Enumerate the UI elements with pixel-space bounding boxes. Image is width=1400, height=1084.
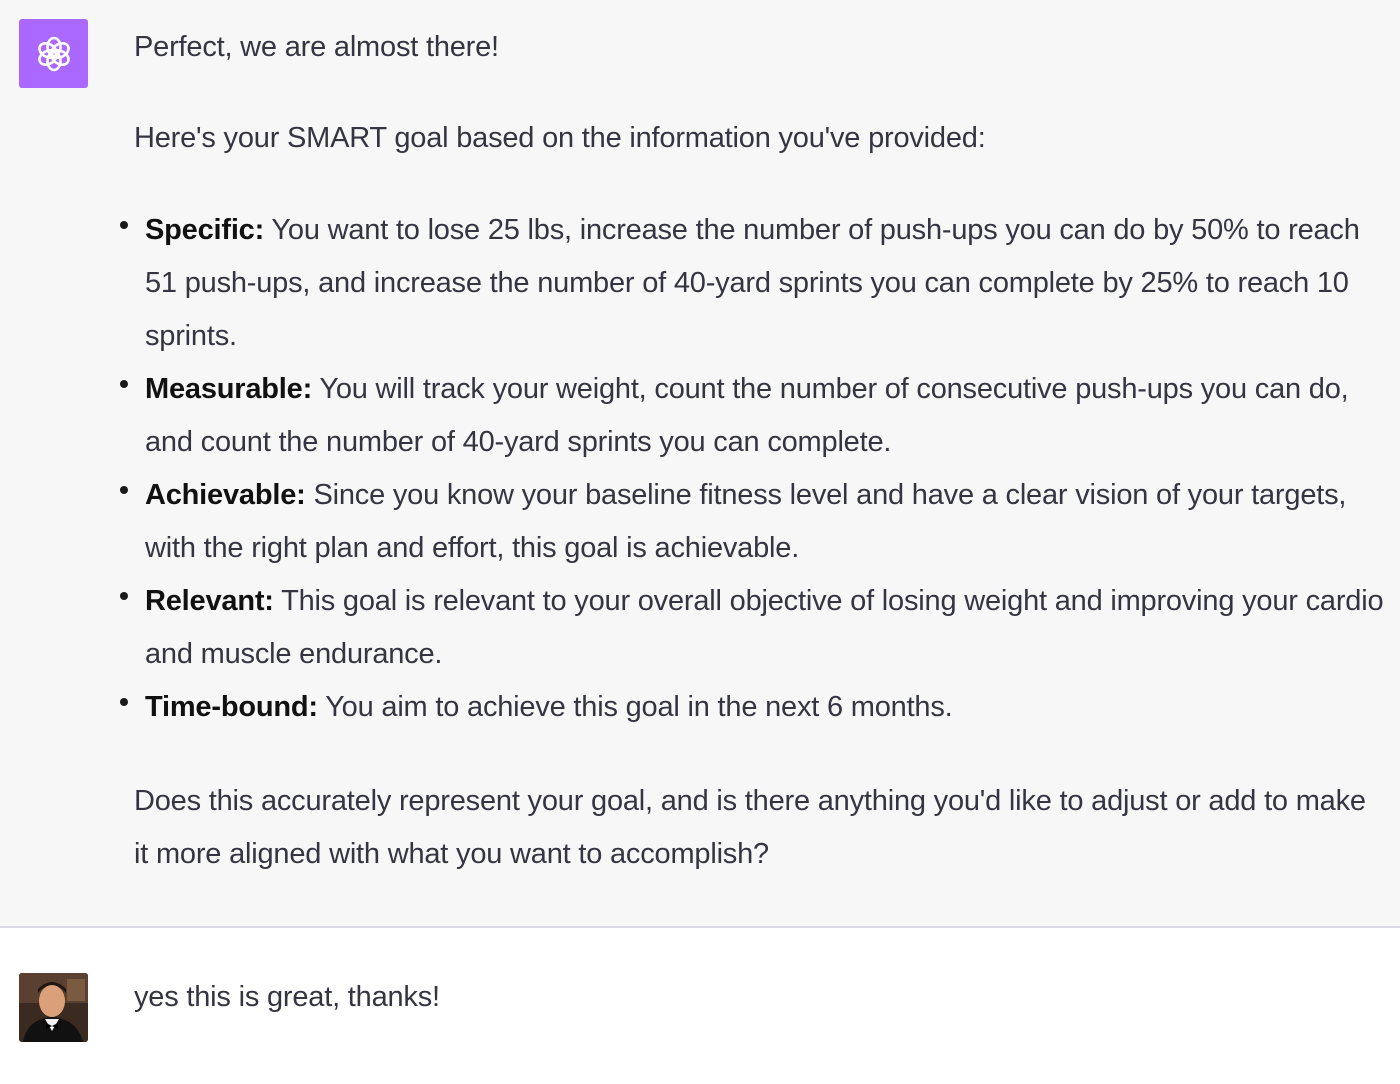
assistant-closing: Does this accurately represent your goal, and is there anything you'd like to adjust or add to make it more aligned with what you want to accomplish? (134, 785, 1366, 870)
goal-text: This goal is relevant to your overall objective of losing weight and improving your cardio and muscle endurance. (145, 585, 1384, 670)
user-avatar-photo (19, 973, 88, 1042)
assistant-avatar (19, 19, 88, 88)
goal-text: You want to lose 25 lbs, increase the number of push-ups you can do by 50% to reach 51 push-ups, and increase the number of 40-yard sprints you can complete by 25% to reach 10 sprints. (145, 214, 1360, 352)
user-avatar (19, 973, 88, 1042)
goal-text: You aim to achieve this goal in the next 6 months. (317, 691, 953, 723)
goal-label: Specific: (145, 214, 265, 246)
list-item (145, 575, 1385, 681)
goal-label: Achievable: (145, 479, 306, 511)
goal-label: Measurable: (145, 373, 313, 405)
list-item (145, 681, 1385, 734)
user-message-text: yes this is great, thanks! (134, 981, 440, 1013)
goal-text: You will track your weight, count the number of consecutive push-ups you can do, and count the number of 40-yard sprints you can complete. (145, 373, 1349, 458)
list-item (145, 469, 1385, 575)
openai-logo-icon (34, 34, 74, 74)
list-item (145, 204, 1385, 363)
goal-label: Relevant: (145, 585, 274, 617)
goal-text: Since you know your baseline fitness level and have a clear vision of your targets, with the right plan and effort, this goal is achievable. (145, 479, 1347, 564)
smart-goal-list (145, 204, 1385, 734)
assistant-lead: Here's your SMART goal based on the information you've provided: (134, 122, 986, 154)
list-item (145, 363, 1385, 469)
assistant-intro: Perfect, we are almost there! (134, 31, 499, 63)
goal-label: Time-bound: (145, 691, 318, 723)
